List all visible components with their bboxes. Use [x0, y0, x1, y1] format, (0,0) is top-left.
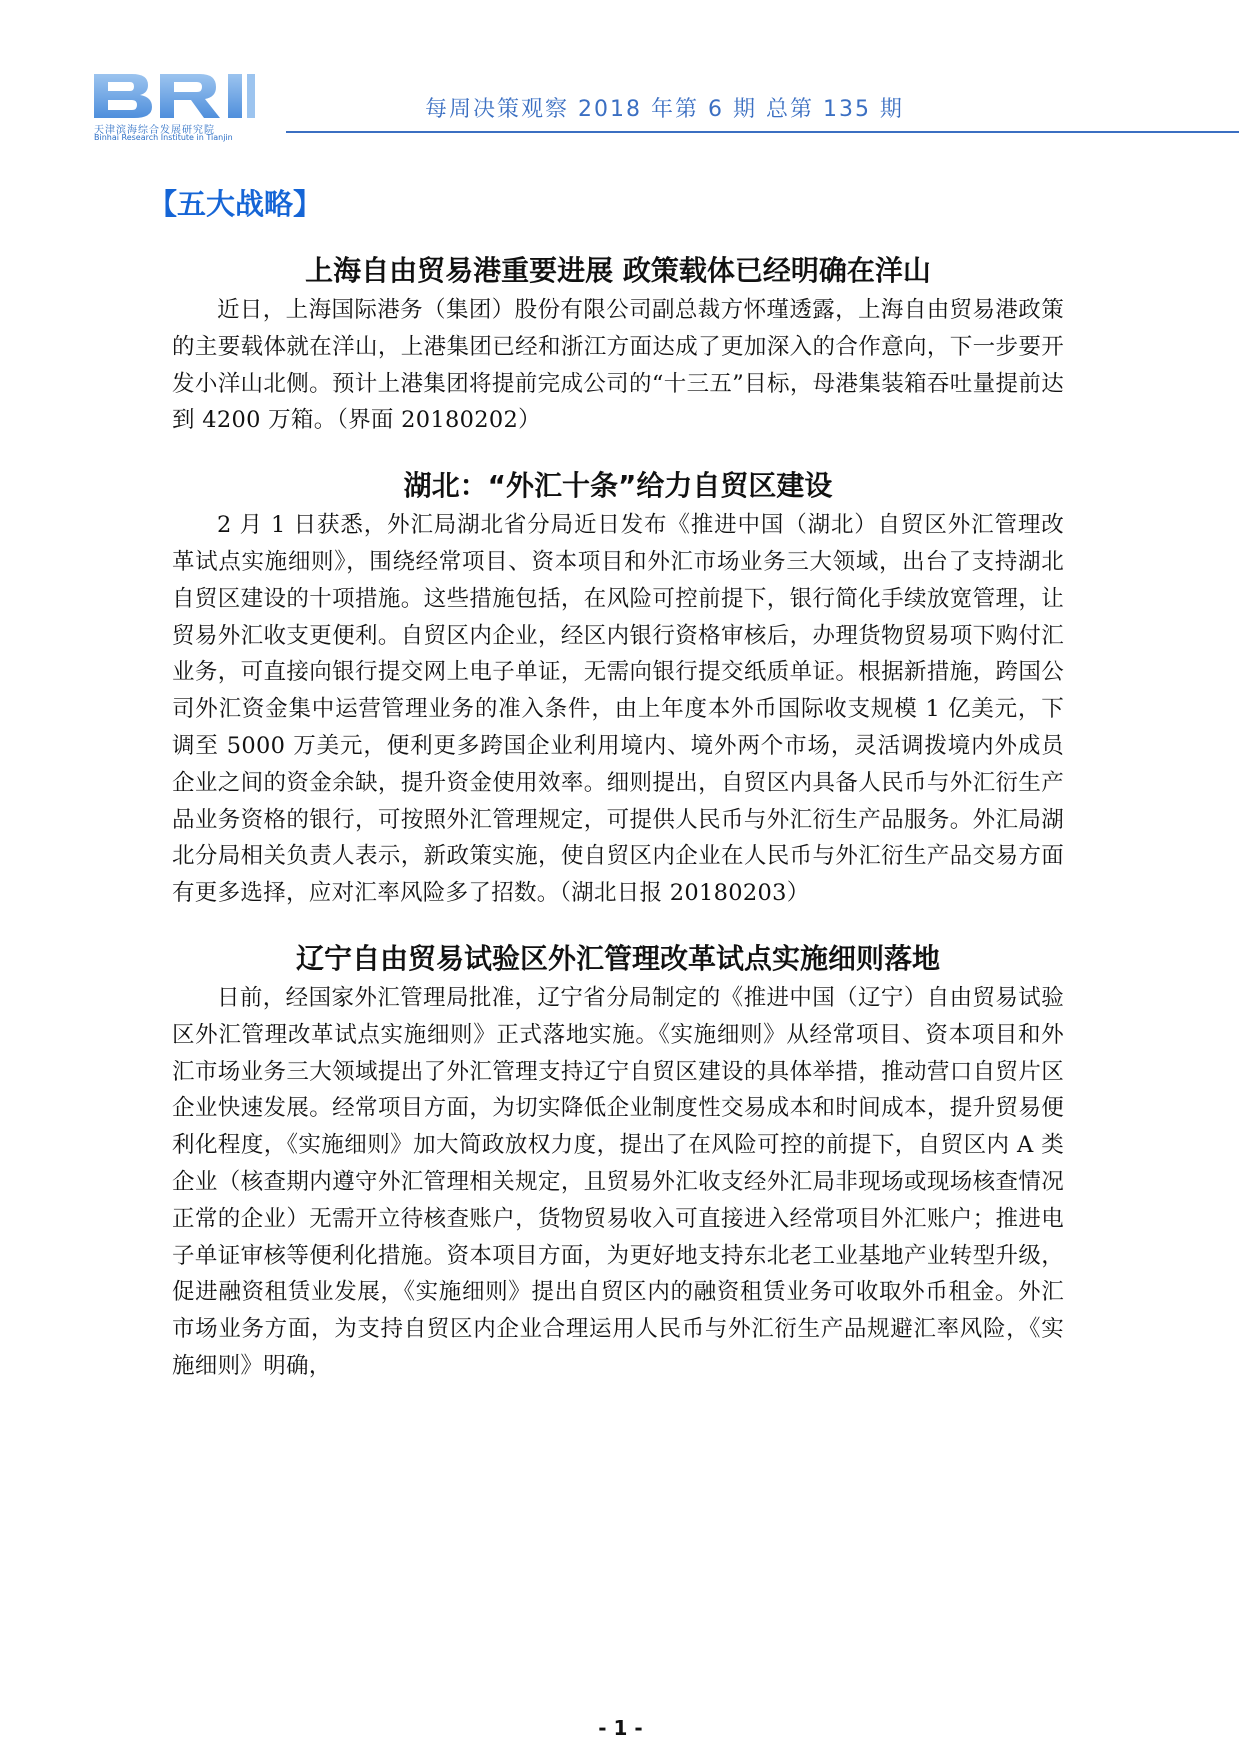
- page-header: [0, 0, 1241, 140]
- page-number: - 1 -: [598, 1716, 643, 1740]
- article-title: 辽宁自由贸易试验区外汇管理改革试点实施细则落地: [295, 941, 940, 975]
- article-title: 上海自由贸易港重要进展 政策载体已经明确在洋山: [305, 254, 931, 287]
- article-list: [172, 250, 1064, 1385]
- header-divider: [286, 131, 1239, 133]
- section-tag: 【五大战略】: [148, 187, 323, 221]
- article: [172, 465, 1064, 912]
- article-body: 近日，上海国际港务（集团）股份有限公司副总裁方怀瑾透露，上海自由贸易港政策的主要载体就在洋山，上港集团已经和浙江方面达成了更加深入的合作意向，下一步要开发小洋山北侧。预计上港集团将提前完成公司的“十三五”目标，母港集装箱吞吐量提前达到 4200 万箱。（界面 20180202）: [172, 297, 1064, 434]
- logo-english-name: Binhai Research Institute in Tianjin: [94, 133, 233, 142]
- bri-logo: [92, 70, 282, 142]
- article-body: 日前，经国家外汇管理局批准，辽宁省分局制定的《推进中国（辽宁）自由贸易试验区外汇管理改革试点实施细则》正式落地实施。《实施细则》从经常项目、资本项目和外汇市场业务三大领域提出了外汇管理支持辽宁自贸区建设的具体举措，推动营口自贸片区企业快速发展。经常项目方面，为切实降低企业制度性交易成本和时间成本，提升贸易便利化程度，《实施细则》加大简政放权力度，提出了在风险可控的前提下，自贸区内 A 类企业（核查期内遵守外汇管理相关规定，且贸易外汇收支经外汇局非现场或现场核查情况正常的企业）无需开立待核查账户，货物贸易收入可直接进入经常项目外汇账户；推进电子单证审核等便利化措施。资本项目方面，为更好地支持东北老工业基地产业转型升级，促进融资租赁业发展，《实施细则》提出自贸区内的融资租赁业务可收取外币租金。外汇市场业务方面，为支持自贸区内企业合理运用人民币与外汇衍生产品规避汇率风险，《实施细则》明确，: [172, 984, 1064, 1379]
- publication-title: 每周决策观察 2018 年第 6 期 总第 135 期: [425, 97, 904, 122]
- bri-logo-mark: [92, 70, 282, 120]
- logo-chinese-name: 天津滨海综合发展研究院: [94, 125, 215, 136]
- article-title: 湖北：“外汇十条”给力自贸区建设: [403, 469, 833, 503]
- article: [172, 250, 1064, 439]
- article-body: 2 月 1 日获悉，外汇局湖北省分局近日发布《推进中国（湖北）自贸区外汇管理改革试点实施细则》，围绕经常项目、资本项目和外汇市场业务三大领域，出台了支持湖北自贸区建设的十项措施。这些措施包括，在风险可控前提下，银行简化手续放宽管理，让贸易外汇收支更便利。自贸区内企业，经区内银行资格审核后，办理货物贸易项下购付汇业务，可直接向银行提交网上电子单证，无需向银行提交纸质单证。根据新措施，跨国公司外汇资金集中运营管理业务的准入条件，由上年度本外币国际收支规模 1 亿美元，下调至 5000 万美元，便利更多跨国企业利用境内、境外两个市场，灵活调拨境内外成员企业之间的资金余缺，提升资金使用效率。细则提出，自贸区内具备人民币与外汇衍生产品业务资格的银行，可按照外汇管理规定，可提供人民币与外汇衍生产品服务。外汇局湖北分局相关负责人表示，新政策实施，使自贸区内企业在人民币与外汇衍生产品交易方面有更多选择，应对汇率风险多了招数。（湖北日报 20180203）: [172, 512, 1064, 907]
- article: [172, 938, 1064, 1385]
